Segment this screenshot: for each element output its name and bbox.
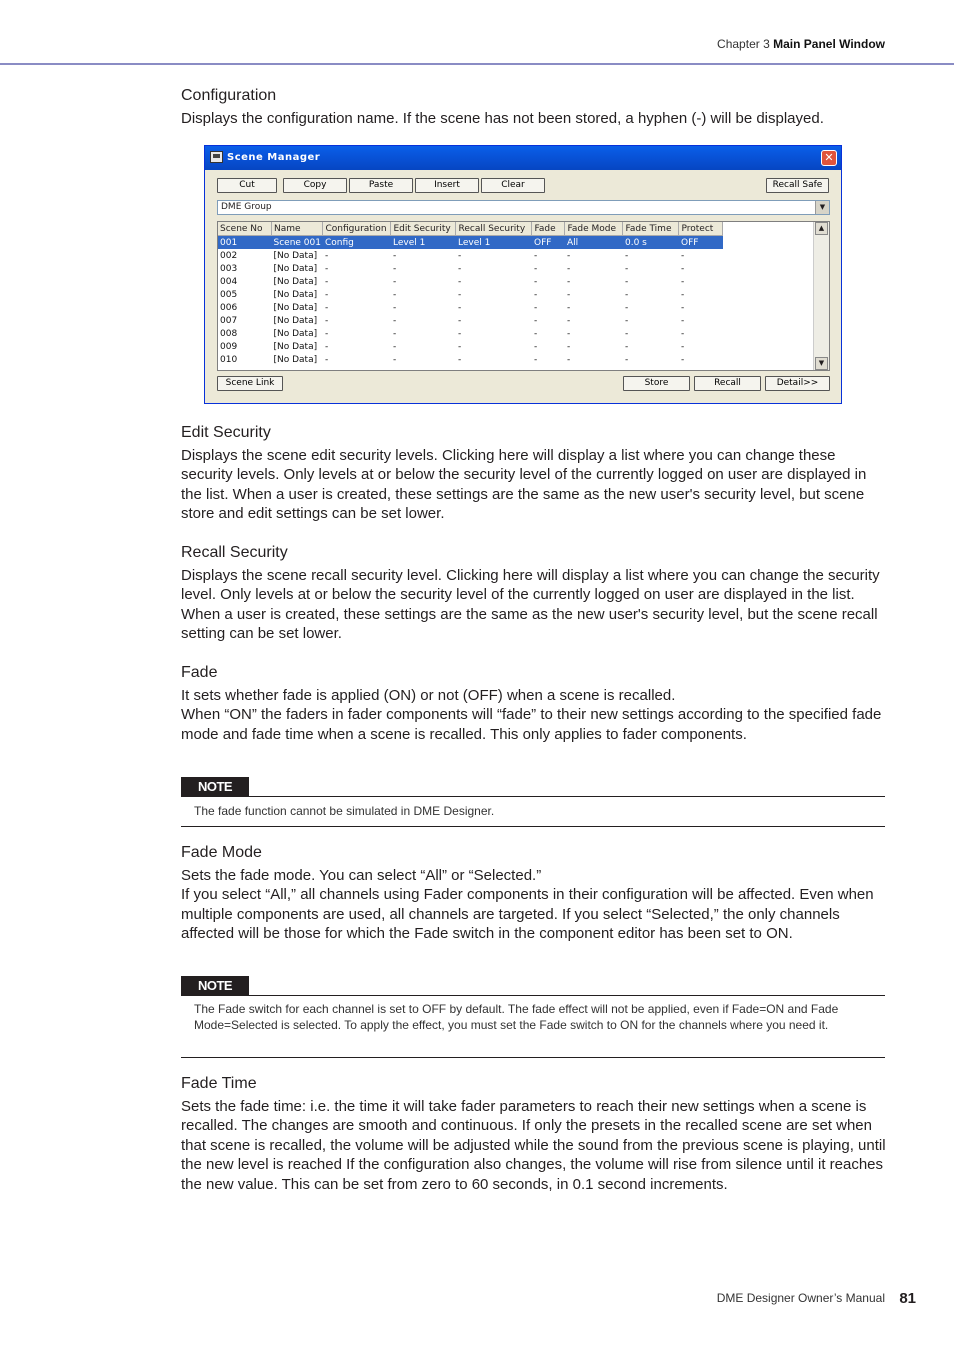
window-title: Scene Manager	[227, 152, 321, 163]
table-cell[interactable]: Config	[323, 236, 391, 250]
table-cell[interactable]: All	[565, 236, 623, 250]
table-cell[interactable]: -	[392, 289, 397, 300]
table-cell[interactable]: [No Data]	[273, 289, 318, 300]
table-cell[interactable]: -	[566, 302, 571, 313]
section-paragraph: Sets the fade mode. You can select “All” or “Selected.”	[181, 867, 542, 884]
table-cell[interactable]: [No Data]	[273, 328, 318, 339]
table-cell[interactable]: -	[324, 289, 329, 300]
table-row[interactable]	[218, 340, 723, 353]
note-divider	[181, 995, 885, 996]
table-cell[interactable]: -	[324, 250, 329, 261]
table-cell[interactable]: -	[457, 341, 462, 352]
table-cell[interactable]: OFF	[679, 236, 723, 250]
column-header[interactable]: Fade	[532, 222, 565, 236]
table-cell[interactable]: 008	[220, 328, 238, 339]
dropdown-arrow-icon[interactable]: ▼	[815, 201, 829, 214]
table-cell[interactable]: -	[392, 276, 397, 287]
table-cell[interactable]: 004	[220, 276, 238, 287]
note-badge: NOTE	[181, 777, 249, 796]
table-row[interactable]	[218, 249, 723, 262]
store-button[interactable]: Store	[623, 376, 690, 391]
table-cell[interactable]: -	[392, 263, 397, 274]
table-cell[interactable]: [No Data]	[273, 276, 318, 287]
table-cell[interactable]: 006	[220, 302, 238, 313]
column-header[interactable]: Fade Mode	[565, 222, 623, 236]
column-header[interactable]: Fade Time	[623, 222, 679, 236]
note-divider	[181, 826, 885, 827]
section-title: Configuration	[181, 87, 277, 104]
table-cell[interactable]: -	[392, 328, 397, 339]
insert-button[interactable]: Insert	[415, 178, 479, 193]
table-cell[interactable]: [No Data]	[273, 250, 318, 261]
table-cell[interactable]: -	[457, 302, 462, 313]
table-cell[interactable]: -	[680, 289, 685, 300]
note-divider	[181, 796, 885, 797]
scene-link-button[interactable]: Scene Link	[217, 376, 283, 391]
column-header[interactable]: Configuration	[323, 222, 391, 236]
table-cell[interactable]: -	[324, 328, 329, 339]
table-cell[interactable]: -	[566, 289, 571, 300]
note-box	[181, 976, 885, 1058]
table-cell[interactable]: -	[624, 263, 629, 274]
table-cell[interactable]: [No Data]	[273, 302, 318, 313]
section-edit-security	[181, 424, 887, 524]
table-cell[interactable]: 010	[220, 354, 238, 365]
table-row[interactable]	[218, 236, 723, 250]
manual-title: DME Designer Owner’s Manual	[716, 1291, 885, 1305]
recall-button[interactable]: Recall	[694, 376, 761, 391]
scroll-down-icon[interactable]: ▼	[815, 357, 828, 370]
table-cell[interactable]: -	[624, 341, 629, 352]
table-cell[interactable]: [No Data]	[273, 315, 318, 326]
table-cell[interactable]: -	[457, 289, 462, 300]
note-text: The Fade switch for each channel is set to OFF by default. The fade effect will not be applied, even if Fade=ON and Fade Mode=Selected is selected. To apply the effect, you must set the Fade switch to ON for the channels where you need it.	[194, 1002, 839, 1032]
cut-button[interactable]: Cut	[217, 178, 277, 193]
chapter-label: Chapter 3	[717, 37, 770, 51]
window-title-bar	[205, 146, 841, 170]
table-row[interactable]	[218, 262, 723, 275]
table-row[interactable]	[218, 314, 723, 327]
table-cell[interactable]: [No Data]	[273, 354, 318, 365]
section-paragraph: Displays the scene recall security level. Clicking here will display a list where you can change the security level. Only levels at or below the security level of the currently logged on user are displayed in the list. When a user is created, these settings are the same as the new user's security level, but the scene recall setting can be set lower.	[181, 567, 880, 643]
scene-table	[217, 221, 830, 371]
table-row[interactable]	[218, 353, 723, 366]
column-header[interactable]: Recall Security	[456, 222, 532, 236]
table-cell[interactable]: -	[392, 341, 397, 352]
table-cell[interactable]: -	[533, 328, 538, 339]
table-cell[interactable]: -	[624, 302, 629, 313]
section-fade-time	[181, 1075, 887, 1194]
table-row[interactable]	[218, 275, 723, 288]
table-cell[interactable]: 005	[220, 289, 238, 300]
copy-button[interactable]: Copy	[283, 178, 347, 193]
table-cell[interactable]: 007	[220, 315, 238, 326]
table-cell[interactable]: -	[680, 250, 685, 261]
app-icon	[210, 151, 223, 163]
table-cell[interactable]: -	[680, 263, 685, 274]
table-cell[interactable]: -	[457, 276, 462, 287]
table-cell[interactable]: [No Data]	[273, 263, 318, 274]
chapter-title: Main Panel Window	[773, 37, 885, 51]
table-cell[interactable]: 002	[220, 250, 238, 261]
table-cell[interactable]: -	[624, 276, 629, 287]
paste-button[interactable]: Paste	[349, 178, 413, 193]
recall-safe-button[interactable]: Recall Safe	[766, 178, 829, 193]
table-cell[interactable]: -	[533, 341, 538, 352]
chapter-header	[717, 37, 885, 51]
table-cell[interactable]: -	[566, 250, 571, 261]
table-cell[interactable]: -	[392, 315, 397, 326]
section-paragraph: It sets whether fade is applied (ON) or not (OFF) when a scene is recalled.	[181, 687, 676, 704]
table-cell[interactable]: -	[457, 250, 462, 261]
table-cell[interactable]: -	[533, 263, 538, 274]
table-cell[interactable]: Level 1	[391, 236, 456, 250]
table-cell[interactable]: -	[457, 315, 462, 326]
table-cell[interactable]: -	[324, 263, 329, 274]
table-cell[interactable]: -	[680, 354, 685, 365]
table-cell[interactable]: -	[533, 302, 538, 313]
group-dropdown[interactable]	[217, 200, 830, 215]
table-cell[interactable]: OFF	[532, 236, 565, 250]
table-cell[interactable]: -	[566, 328, 571, 339]
section-paragraph: If you select “All,” all channels using Fader components in their configuration will be affected. Even when multiple components are used, all channels are targeted. If you select “Selected,” the only channels affected will be those for which the Fade switch in the component editor has been set to ON.	[181, 886, 874, 943]
table-cell[interactable]: -	[324, 354, 329, 365]
table-cell[interactable]: 001	[218, 236, 272, 250]
table-cell[interactable]: 0.0 s	[623, 236, 679, 250]
note-badge: NOTE	[181, 976, 249, 995]
column-header[interactable]: Name	[272, 222, 323, 236]
table-cell[interactable]: -	[457, 354, 462, 365]
table-row[interactable]	[218, 327, 723, 340]
section-title: Edit Security	[181, 424, 271, 441]
section-recall-security	[181, 544, 887, 644]
vertical-scrollbar[interactable]	[813, 222, 829, 370]
table-cell[interactable]: 003	[220, 263, 238, 274]
section-configuration	[181, 87, 887, 128]
table-cell[interactable]: -	[533, 315, 538, 326]
table-cell[interactable]: -	[392, 250, 397, 261]
table-cell[interactable]: [No Data]	[273, 341, 318, 352]
table-cell[interactable]: -	[324, 341, 329, 352]
table-cell[interactable]: -	[680, 315, 685, 326]
column-header[interactable]: Protect	[679, 222, 723, 236]
table-cell[interactable]: Scene 001	[273, 237, 321, 248]
note-box	[181, 777, 885, 827]
table-cell[interactable]: -	[457, 328, 462, 339]
section-title: Recall Security	[181, 544, 288, 561]
section-title: Fade Time	[181, 1075, 257, 1092]
table-cell[interactable]: -	[324, 276, 329, 287]
close-icon[interactable]: ✕	[821, 150, 837, 166]
clear-button[interactable]: Clear	[481, 178, 545, 193]
table-cell[interactable]: -	[566, 263, 571, 274]
table-cell[interactable]: -	[680, 341, 685, 352]
table-cell[interactable]: -	[457, 263, 462, 274]
table-cell[interactable]: 009	[220, 341, 238, 352]
section-fade-mode	[181, 844, 887, 944]
dropdown-value: DME Group	[221, 202, 272, 212]
table-cell[interactable]: -	[533, 354, 538, 365]
column-header[interactable]: Scene No	[218, 222, 272, 236]
table-cell[interactable]: -	[624, 315, 629, 326]
table-cell[interactable]: -	[624, 328, 629, 339]
page-number: 81	[899, 1290, 916, 1307]
table-cell[interactable]: -	[324, 315, 329, 326]
table-cell[interactable]: -	[392, 302, 397, 313]
detail-button[interactable]: Detail>>	[765, 376, 830, 391]
table-cell[interactable]: -	[324, 302, 329, 313]
section-title: Fade Mode	[181, 844, 262, 861]
table-cell[interactable]: -	[680, 328, 685, 339]
table-cell[interactable]: -	[624, 250, 629, 261]
note-divider	[181, 1057, 885, 1058]
column-header[interactable]: Edit Security	[391, 222, 456, 236]
table-cell[interactable]: -	[392, 354, 397, 365]
section-title: Fade	[181, 664, 218, 681]
table-cell[interactable]: -	[680, 302, 685, 313]
section-paragraph: Displays the scene edit security levels. Clicking here will display a list where you can change these security levels. Only levels at or below the security level of the currently logged on user are displayed in the list. When a user is created, these settings are the same as the new user's security level, but scene store and edit settings can be set lower.	[181, 447, 867, 523]
scroll-up-icon[interactable]: ▲	[815, 222, 828, 235]
table-cell[interactable]: -	[566, 354, 571, 365]
table-cell[interactable]: -	[680, 276, 685, 287]
table-cell[interactable]: -	[624, 354, 629, 365]
note-text: The fade function cannot be simulated in DME Designer.	[194, 804, 495, 818]
header-divider	[0, 63, 954, 65]
table-cell[interactable]: -	[533, 250, 538, 261]
table-cell[interactable]: -	[566, 315, 571, 326]
section-paragraph: Sets the fade time: i.e. the time it will take fader parameters to reach their new settings when a scene is recalled. The changes are smooth and continuous. If only the presets in the recalled scene are set when that scene is recalled, the volume will be adjusted while the sound from the previous scene is playing, until the new level is reached If the configuration also changes, the volume will rise from silence until it reaches the new value. This can be set from zero to 60 seconds, in 0.1 second increments.	[181, 1098, 886, 1193]
section-paragraph: When “ON” the faders in fader components will “fade” to their new settings according to the specified fade mode and fade time when a scene is recalled. This only applies to fader components.	[181, 706, 882, 743]
table-cell[interactable]: -	[624, 289, 629, 300]
table-cell[interactable]: -	[533, 276, 538, 287]
table-row[interactable]	[218, 301, 723, 314]
table-cell[interactable]: Level 1	[456, 236, 532, 250]
table-cell[interactable]: -	[566, 276, 571, 287]
table-cell[interactable]: -	[566, 341, 571, 352]
table-row[interactable]	[218, 288, 723, 301]
scene-manager-window	[204, 145, 842, 404]
table-header-row	[218, 222, 723, 236]
section-paragraph: Displays the configuration name. If the scene has not been stored, a hyphen (-) will be displayed.	[181, 110, 824, 127]
table-cell[interactable]: -	[533, 289, 538, 300]
section-fade	[181, 664, 887, 744]
